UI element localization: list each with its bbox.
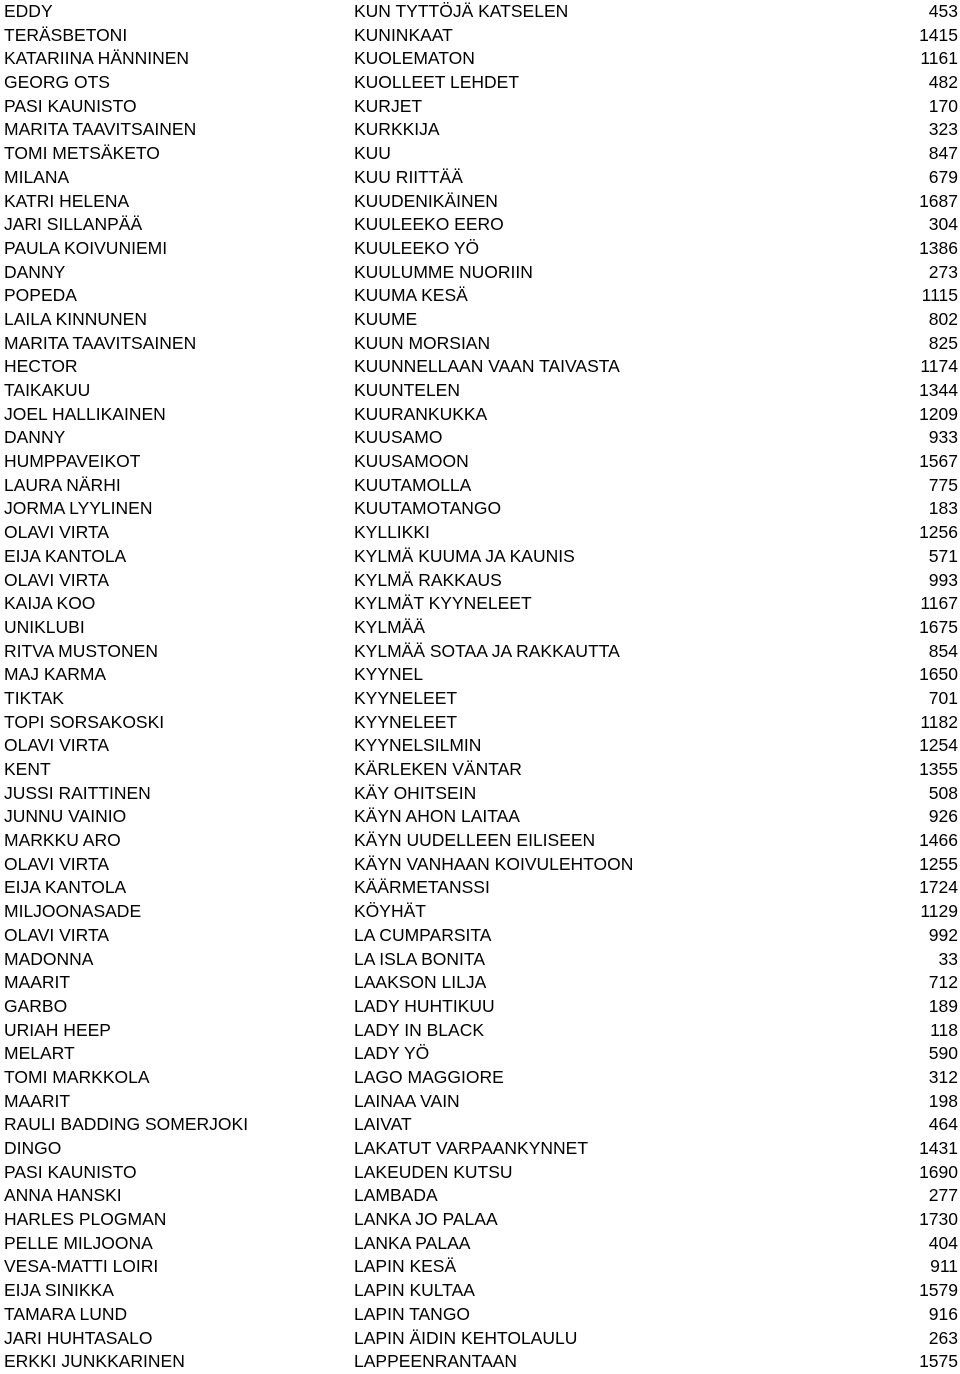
song-title: LAPPEENRANTAAN [354,1351,518,1372]
song-row [0,1161,960,1185]
song-number: 189 [928,995,958,1016]
song-number: 993 [928,569,958,590]
song-title: KÄRLEKEN VÄNTAR [354,759,522,779]
song-number: 1182 [920,711,958,732]
song-title: KUULEEKO YÖ [354,237,480,258]
artist-name: OLAVI VIRTA [4,735,110,756]
song-number: 1167 [920,593,958,614]
song-number: 263 [928,1327,958,1348]
song-number: 404 [928,1232,958,1253]
song-number: 312 [928,1066,958,1087]
artist-name: MADONNA [4,948,94,969]
artist-name: OLAVI VIRTA [4,924,110,945]
song-title: KUURANKUKKA [354,403,488,424]
song-row [0,948,960,972]
song-title: KUOLEMATON [354,48,475,69]
song-number: 1256 [919,522,958,543]
artist-name: PASI KAUNISTO [4,1161,137,1182]
artist-name: MELART [4,1043,75,1064]
song-number: 453 [928,1,958,21]
song-number: 1174 [920,356,958,377]
song-number: 1687 [919,190,958,211]
song-title: LAAKSON LILJA [354,972,487,993]
song-row [0,1137,960,1161]
artist-name: KENT [4,759,51,779]
song-title: KUU [354,143,391,164]
song-row [0,71,960,95]
song-row [0,569,960,593]
song-number: 590 [928,1043,958,1064]
song-title: KYYNEL [354,664,424,685]
song-row [0,853,960,877]
song-row [0,190,960,214]
artist-name: UNIKLUBI [4,616,85,637]
song-title: KUNINKAAT [354,24,453,45]
artist-name: PAULA KOIVUNIEMI [4,237,168,258]
song-title: LAPIN KULTAA [354,1280,475,1301]
song-row [0,426,960,450]
song-number: 1675 [919,616,958,637]
song-title: KÄYN VANHAAN KOIVULEHTOON [354,853,634,874]
artist-name: MARITA TAAVITSAINEN [4,119,197,140]
song-number: 712 [928,972,958,993]
song-number: 701 [928,687,958,708]
song-title: KUOLLEET LEHDET [354,72,520,93]
song-number: 933 [928,427,958,448]
song-title: LADY YÖ [354,1043,430,1064]
song-number: 1355 [919,759,958,779]
artist-name: JARI HUHTASALO [4,1327,153,1348]
song-title: KUN TYTTÖJÄ KATSELEN [354,1,569,21]
song-row [0,0,960,24]
artist-name: HUMPPAVEIKOT [4,451,141,472]
song-row [0,1208,960,1232]
song-title: KUULUMME NUORIIN [354,261,533,282]
song-title: LADY IN BLACK [354,1019,485,1040]
artist-name: TOPI SORSAKOSKI [4,711,165,732]
song-row [0,924,960,948]
song-row [0,284,960,308]
artist-name: HECTOR [4,356,78,377]
artist-name: PELLE MILJOONA [4,1232,153,1253]
song-row [0,640,960,664]
song-title: KÄYN AHON LAITAA [354,806,520,827]
song-title: KURKKIJA [354,119,440,140]
song-number: 1567 [919,451,958,472]
song-row [0,900,960,924]
artist-name: TIKTAK [4,687,64,708]
song-number: 273 [928,261,958,282]
artist-name: LAILA KINNUNEN [4,308,147,329]
song-row [0,1350,960,1374]
artist-name: OLAVI VIRTA [4,853,110,874]
song-title: LAPIN KESÄ [354,1256,457,1277]
song-title: KÖYHÄT [354,901,426,922]
song-title: LAKATUT VARPAANKYNNET [354,1138,589,1158]
song-number: 1161 [920,48,958,69]
song-number: 1431 [919,1138,958,1158]
song-row [0,545,960,569]
song-title: LAPIN ÄIDIN KEHTOLAULU [354,1327,578,1348]
song-row [0,450,960,474]
song-number: 183 [928,498,958,519]
song-number: 1255 [919,853,958,874]
artist-name: MAARIT [4,1090,71,1111]
artist-name: TERÄSBETONI [4,24,128,45]
artist-name: JUSSI RAITTINEN [4,782,151,803]
song-title: LAMBADA [354,1185,438,1206]
song-number: 1730 [919,1209,958,1230]
song-row [0,971,960,995]
song-title: KURJET [354,95,423,116]
song-row [0,355,960,379]
song-title: LAGO MAGGIORE [354,1066,504,1087]
song-row [0,592,960,616]
song-row [0,1303,960,1327]
song-number: 911 [930,1256,958,1277]
artist-name: JORMA LYYLINEN [4,498,153,519]
song-number: 508 [928,782,958,803]
song-number: 854 [928,640,958,661]
song-row [0,687,960,711]
song-number: 1690 [919,1161,958,1182]
artist-name: TAIKAKUU [4,380,91,400]
song-number: 1344 [919,380,958,400]
song-row [0,1042,960,1066]
song-row [0,95,960,119]
artist-name: MARITA TAAVITSAINEN [4,332,197,353]
song-number: 775 [928,474,958,495]
song-title: KUUME [354,308,418,329]
song-row [0,142,960,166]
song-title: KUUNTELEN [354,380,460,400]
song-title: KUUSAMO [354,427,443,448]
artist-name: EDDY [4,1,53,21]
song-title: KÄYN UUDELLEEN EILISEEN [354,830,596,851]
artist-name: JARI SILLANPÄÄ [4,214,143,235]
song-title: KUUMA KESÄ [354,285,468,306]
song-row [0,805,960,829]
song-number: 118 [930,1019,958,1040]
song-row [0,474,960,498]
artist-name: ERKKI JUNKKARINEN [4,1351,185,1372]
song-row [0,118,960,142]
song-title: LAINAA VAIN [354,1090,460,1111]
song-number: 464 [928,1114,958,1135]
artist-name: TOMI MARKKOLA [4,1066,150,1087]
song-number: 1466 [919,830,958,851]
song-title: KYYNELSILMIN [354,735,482,756]
song-row [0,1232,960,1256]
song-row [0,663,960,687]
artist-name: DANNY [4,261,66,282]
artist-name: HARLES PLOGMAN [4,1209,167,1230]
song-row [0,1019,960,1043]
song-title: KYYNELEET [354,711,458,732]
song-number: 571 [928,545,958,566]
song-row [0,758,960,782]
artist-name: MAARIT [4,972,71,993]
song-number: 1575 [919,1351,958,1372]
song-row [0,995,960,1019]
song-title: KÄÄRMETANSSI [354,877,490,898]
artist-name: MARKKU ARO [4,830,121,851]
song-row [0,1113,960,1137]
song-row [0,1090,960,1114]
artist-name: KAIJA KOO [4,593,96,614]
song-number: 33 [938,948,958,969]
artist-name: MAJ KARMA [4,664,107,685]
song-row [0,829,960,853]
song-number: 170 [928,95,958,116]
song-row [0,237,960,261]
song-title: KYLMÄÄ SOTAA JA RAKKAUTTA [354,640,620,661]
song-number: 679 [928,166,958,187]
song-title: KYYNELEET [354,687,458,708]
song-title: KUUN MORSIAN [354,332,491,353]
song-row [0,1066,960,1090]
artist-name: URIAH HEEP [4,1019,111,1040]
song-row [0,521,960,545]
song-row [0,379,960,403]
artist-name: EIJA KANTOLA [4,545,127,566]
artist-name: POPEDA [4,285,77,306]
artist-name: OLAVI VIRTA [4,522,110,543]
song-title: KYLMÄ KUUMA JA KAUNIS [354,545,575,566]
artist-name: EIJA SINIKKA [4,1280,114,1301]
artist-name: MILANA [4,166,70,187]
song-number: 1415 [919,24,958,45]
song-number: 198 [928,1090,958,1111]
song-number: 323 [928,119,958,140]
song-number: 482 [928,72,958,93]
artist-name: TOMI METSÄKETO [4,143,160,164]
song-title: LAIVAT [354,1114,412,1135]
song-row [0,734,960,758]
song-title: KUUTAMOLLA [354,474,472,495]
artist-name: KATRI HELENA [4,190,130,211]
song-title: KUULEEKO EERO [354,214,504,235]
artist-name: ANNA HANSKI [4,1185,122,1206]
song-title: LAKEUDEN KUTSU [354,1161,513,1182]
artist-name: KATARIINA HÄNNINEN [4,48,190,69]
artist-name: JOEL HALLIKAINEN [4,403,166,424]
song-row [0,261,960,285]
song-row [0,47,960,71]
artist-name: RITVA MUSTONEN [4,640,158,661]
song-title: LADY HUHTIKUU [354,995,495,1016]
song-number: 847 [928,143,958,164]
song-number: 1129 [920,901,958,922]
song-row [0,24,960,48]
artist-name: TAMARA LUND [4,1303,128,1324]
song-title: KYLLIKKI [354,522,430,543]
song-row [0,1255,960,1279]
song-title: KUUDENIKÄINEN [354,190,498,211]
song-number: 304 [928,214,958,235]
song-number: 1386 [919,237,958,258]
song-row [0,876,960,900]
song-row [0,166,960,190]
song-title: LA ISLA BONITA [354,948,485,969]
song-row [0,403,960,427]
song-row [0,616,960,640]
song-number: 277 [928,1185,958,1206]
song-number: 926 [928,806,958,827]
artist-name: MILJOONASADE [4,901,142,922]
song-title: KUUTAMOTANGO [354,498,502,519]
song-number: 825 [928,332,958,353]
song-row [0,711,960,735]
artist-name: GEORG OTS [4,72,110,93]
song-number: 992 [928,924,958,945]
artist-name: PASI KAUNISTO [4,95,137,116]
song-title: LANKA JO PALAA [354,1209,498,1230]
song-row [0,308,960,332]
artist-name: RAULI BADDING SOMERJOKI [4,1114,249,1135]
artist-name: EIJA KANTOLA [4,877,127,898]
artist-name: DINGO [4,1138,62,1158]
song-row [0,213,960,237]
song-title: KYLMÄT KYYNELEET [354,593,532,614]
song-number: 1254 [919,735,958,756]
song-title: LAPIN TANGO [354,1303,471,1324]
song-row [0,1279,960,1303]
song-title: KUU RIITTÄÄ [354,166,463,187]
song-number: 1209 [919,403,958,424]
song-number: 1115 [921,285,958,306]
artist-name: VESA-MATTI LOIRI [4,1256,159,1277]
song-number: 1650 [919,664,958,685]
artist-name: JUNNU VAINIO [4,806,127,827]
song-row [0,1327,960,1351]
artist-name: GARBO [4,995,68,1016]
artist-name: DANNY [4,427,66,448]
artist-name: LAURA NÄRHI [4,474,121,495]
song-title: LANKA PALAA [354,1232,471,1253]
song-title: KUUNNELLAAN VAAN TAIVASTA [354,356,620,377]
song-row [0,1184,960,1208]
song-number: 802 [928,308,958,329]
song-title: LA CUMPARSITA [354,924,492,945]
song-number: 916 [928,1303,958,1324]
song-number: 1579 [919,1280,958,1301]
song-number: 1724 [919,877,958,898]
song-title: KYLMÄÄ [354,616,425,637]
song-title: KUUSAMOON [354,451,469,472]
song-row [0,332,960,356]
song-row [0,497,960,521]
artist-name: OLAVI VIRTA [4,569,110,590]
song-title: KYLMÄ RAKKAUS [354,569,502,590]
song-title: KÄY OHITSEIN [354,782,477,803]
song-row [0,782,960,806]
